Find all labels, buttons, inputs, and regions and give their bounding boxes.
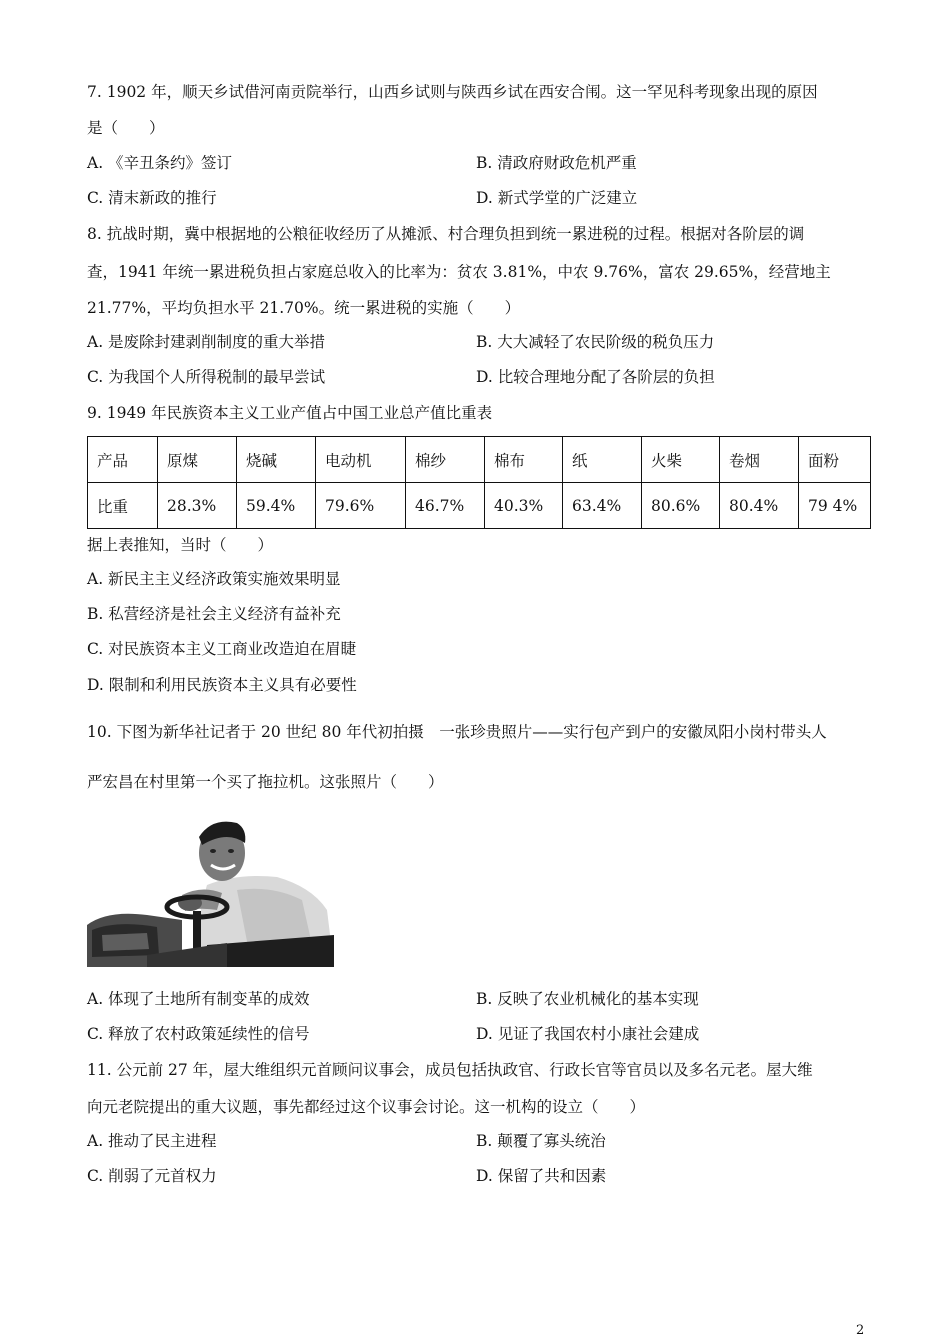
table-cell: 79 4% [799, 483, 871, 529]
q9-option-b: B. 私营经济是社会主义经济有益补充 [87, 605, 341, 623]
q9-option-a: A. 新民主主义经济政策实施效果明显 [87, 570, 341, 588]
q7-option-b: B. 清政府财政危机严重 [476, 154, 637, 172]
page-number: 2 [856, 1323, 865, 1338]
q7-option-a: A. 《辛丑条约》签订 [87, 154, 233, 172]
q10-option-b: B. 反映了农业机械化的基本实现 [476, 990, 699, 1008]
table-cell: 80.6% [642, 483, 720, 529]
q7-stem-line2: 是（ ） [87, 119, 165, 137]
q7-option-c: C. 清末新政的推行 [87, 189, 217, 207]
table-cell: 比重 [88, 483, 158, 529]
q9-title: 9. 1949 年民族资本主义工业产值占中国工业总产值比重表 [87, 404, 493, 422]
table-cell: 59.4% [237, 483, 316, 529]
table-cell: 棉布 [485, 437, 563, 483]
q8-stem-line1: 8. 抗战时期，冀中根据地的公粮征收经历了从摊派、村合理负担到统一累进税的过程。根据对各阶层的调 [87, 225, 805, 243]
q9-data-table [87, 436, 871, 529]
q7-stem-line1: 7. 1902 年，顺天乡试借河南贡院举行，山西乡试则与陕西乡试在西安合闱。这一罕见科考现象出现的原因 [87, 83, 818, 101]
table-cell: 纸 [563, 437, 642, 483]
q8-option-d: D. 比较合理地分配了各阶层的负担 [476, 368, 715, 386]
table-cell: 烧碱 [237, 437, 316, 483]
table-cell: 面粉 [799, 437, 871, 483]
q11-option-b: B. 颠覆了寡头统治 [476, 1132, 606, 1150]
table-cell: 46.7% [406, 483, 485, 529]
q9-option-d: D. 限制和利用民族资本主义具有必要性 [87, 676, 357, 694]
q8-option-b: B. 大大减轻了农民阶级的税负压力 [476, 333, 715, 351]
q8-stem-line2: 查，1941 年统一累进税负担占家庭总收入的比率为：贫农 3.81%，中农 9.76%，富农 29.65%，经营地主 [87, 263, 831, 281]
table-cell: 80.4% [720, 483, 799, 529]
tractor-photo [87, 815, 334, 967]
table-cell: 63.4% [563, 483, 642, 529]
q8-option-a: A. 是废除封建剥削制度的重大举措 [87, 333, 326, 351]
table-row [88, 483, 871, 529]
q11-stem-line2: 向元老院提出的重大议题，事先都经过这个议事会讨论。这一机构的设立（ ） [87, 1098, 646, 1116]
table-cell: 产品 [88, 437, 158, 483]
q11-option-d: D. 保留了共和因素 [476, 1167, 607, 1185]
q11-stem-line1: 11. 公元前 27 年，屋大维组织元首顾问议事会，成员包括执政官、行政长官等官员以及多名元老。屋大维 [87, 1061, 813, 1079]
table-cell: 火柴 [642, 437, 720, 483]
q10-option-a: A. 体现了土地所有制变革的成效 [87, 990, 310, 1008]
q10-stem-line1: 10. 下图为新华社记者于 20 世纪 80 年代初拍摄 一张珍贵照片——实行包产到户的安徽凤阳小岗村带头人 [87, 723, 827, 741]
table-cell: 电动机 [316, 437, 406, 483]
table-cell: 棉纱 [406, 437, 485, 483]
table-header-row [88, 437, 871, 483]
q9-option-c: C. 对民族资本主义工商业改造迫在眉睫 [87, 640, 357, 658]
q8-option-c: C. 为我国个人所得税制的最早尝试 [87, 368, 326, 386]
table-cell: 原煤 [158, 437, 237, 483]
q10-stem-line2: 严宏昌在村里第一个买了拖拉机。这张照片（ ） [87, 773, 444, 791]
q11-option-a: A. 推动了民主进程 [87, 1132, 217, 1150]
q10-option-d: D. 见证了我国农村小康社会建成 [476, 1025, 700, 1043]
q11-option-c: C. 削弱了元首权力 [87, 1167, 217, 1185]
q7-option-d: D. 新式学堂的广泛建立 [476, 189, 638, 207]
table-cell: 卷烟 [720, 437, 799, 483]
q10-option-c: C. 释放了农村政策延续性的信号 [87, 1025, 310, 1043]
table-cell: 40.3% [485, 483, 563, 529]
table-cell: 28.3% [158, 483, 237, 529]
table-cell: 79.6% [316, 483, 406, 529]
q9-prompt: 据上表推知，当时（ ） [87, 536, 274, 554]
q8-stem-line3: 21.77%，平均负担水平 21.70%。统一累进税的实施（ ） [87, 299, 521, 317]
